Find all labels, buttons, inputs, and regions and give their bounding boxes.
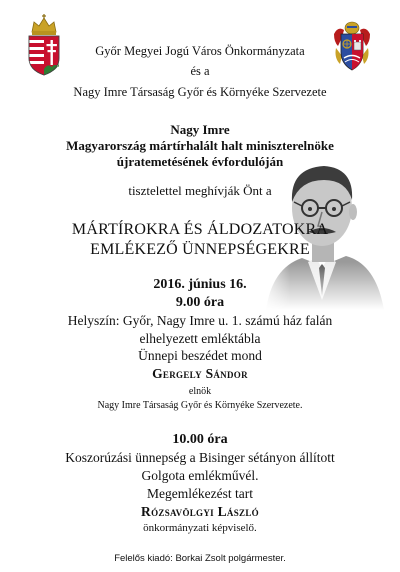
wreath-ceremony-line-2: Golgota emlékművél.	[141, 468, 259, 483]
organizer-2: Nagy Imre Társaság Győr és Környéke Szervezete	[73, 85, 327, 99]
event-date: 2016. június 16.	[153, 277, 247, 292]
occasion-anniversary: újratemetésének évfordulóján	[116, 154, 284, 169]
event-title-line-2: EMLÉKEZŐ ÜNNEPSÉGEKRE	[90, 241, 310, 258]
organizer-conjunction: és a	[190, 64, 210, 78]
venue-line-2: elhelyezett emléktábla	[139, 331, 261, 346]
speaker-organization: Nagy Imre Társaság Győr és Környéke Szervezete.	[97, 400, 303, 411]
first-time: 9.00 óra	[175, 295, 225, 310]
venue-line-1: Helyszín: Győr, Nagy Imre u. 1. számú ház falán	[67, 313, 333, 328]
speaker-name: Gergely Sándor	[152, 366, 248, 381]
second-time: 10.00 óra	[172, 432, 228, 447]
speaker-role: elnök	[188, 386, 212, 397]
speech-intro: Ünnepi beszédet mond	[138, 348, 262, 363]
honoree-name: Nagy Imre	[170, 122, 230, 137]
second-speaker-name: Rózsavölgyi László	[141, 504, 259, 519]
publisher-footer: Felelős kiadó: Borkai Zsolt polgármester.	[114, 553, 286, 564]
commemoration-intro: Megemlékezést tart	[146, 486, 254, 501]
organizer-1: Győr Megyei Jogú Város Önkormányzata	[95, 44, 305, 58]
invite-text: tisztelettel meghívják Önt a	[128, 183, 272, 198]
event-title-line-1: MÁRTÍROKRA ÉS ÁLDOZATOKRA	[71, 221, 329, 238]
honoree-title: Magyarország mártírhalált halt miniszterelnöke	[66, 138, 334, 153]
wreath-ceremony-line-1: Koszorúzási ünnepség a Bisinger sétányon állított	[65, 450, 335, 465]
second-speaker-role: önkormányzati képviselő.	[143, 522, 257, 534]
